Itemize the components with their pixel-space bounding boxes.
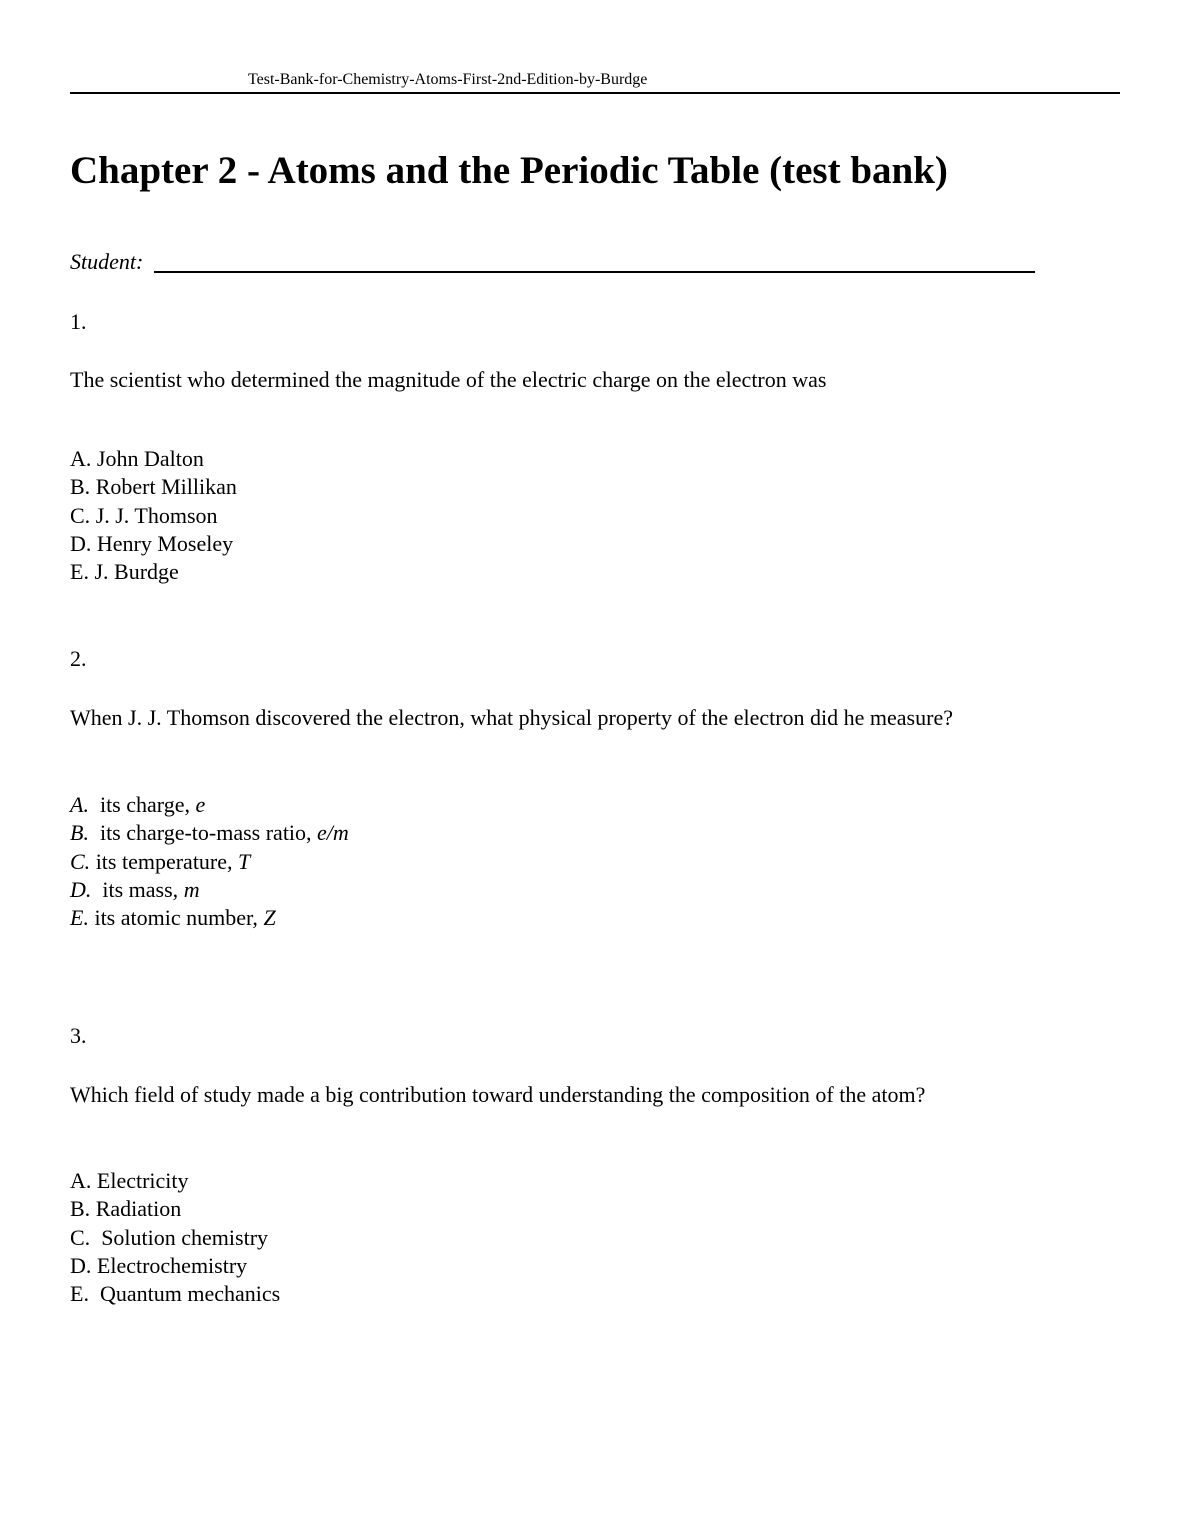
question-2-option-e[interactable]: [70, 904, 349, 932]
question-2-option-c[interactable]: [70, 848, 349, 876]
option-text: Henry Moseley: [91, 530, 234, 556]
option-text: Electrochemistry: [91, 1252, 248, 1278]
question-3-number: 3.: [70, 1023, 87, 1048]
question-1-option-a[interactable]: [70, 445, 237, 473]
question-2-option-b[interactable]: [70, 819, 349, 847]
student-label: Student:: [70, 249, 144, 274]
option-text: Electricity: [91, 1168, 189, 1193]
option-letter: B.: [70, 474, 91, 500]
question-3-option-e[interactable]: [70, 1280, 280, 1308]
option-text: its atomic number,: [88, 905, 264, 931]
option-variable: e: [195, 792, 206, 817]
option-text: its charge-to-mass ratio,: [88, 820, 318, 846]
option-text: Robert Millikan: [90, 474, 237, 500]
question-2-text: When J. J. Thomson discovered the electron, what physical property of the electron did he measure?: [70, 705, 953, 730]
question-2-options: [70, 791, 349, 932]
question-3-option-a[interactable]: [70, 1167, 280, 1195]
question-1-option-d[interactable]: [70, 530, 237, 558]
question-2-option-d[interactable]: [70, 876, 349, 904]
question-3-text: Which field of study made a big contribution toward understanding the composition of the atom?: [70, 1082, 926, 1107]
question-1-options: [70, 445, 237, 586]
question-1-number: 1.: [70, 309, 87, 334]
option-variable: e/m: [317, 820, 349, 846]
option-letter: C.: [70, 502, 91, 528]
question-2-number: 2.: [70, 646, 87, 671]
option-text: its temperature,: [90, 848, 239, 874]
option-text: J. Burdge: [88, 559, 179, 585]
option-letter: D.: [70, 876, 92, 902]
question-3-option-c[interactable]: [70, 1224, 280, 1252]
option-text: John Dalton: [91, 446, 204, 471]
option-letter: D.: [70, 1252, 92, 1278]
option-letter: A.: [70, 446, 92, 471]
option-letter: C.: [70, 848, 91, 874]
option-variable: m: [183, 876, 200, 902]
option-text: its mass,: [91, 876, 184, 902]
option-letter: D.: [70, 530, 92, 556]
page-title: Chapter 2 - Atoms and the Periodic Table (test bank): [70, 149, 948, 192]
running-header: Test-Bank-for-Chemistry-Atoms-First-2nd-Edition-by-Burdge: [248, 71, 648, 88]
option-text: its charge,: [88, 792, 196, 817]
question-1-text: The scientist who determined the magnitude of the electric charge on the electron was: [70, 367, 827, 392]
question-3-options: [70, 1167, 280, 1308]
option-letter: A.: [70, 792, 89, 817]
option-text: J. J. Thomson: [90, 502, 218, 528]
option-letter: E.: [70, 559, 89, 585]
question-3-option-d[interactable]: [70, 1252, 280, 1280]
option-letter: B.: [70, 820, 89, 846]
option-variable: Z: [263, 905, 276, 931]
option-text: Quantum mechanics: [88, 1281, 281, 1307]
option-letter: E.: [70, 905, 89, 931]
question-1-option-c[interactable]: [70, 502, 237, 530]
student-name-line[interactable]: [154, 271, 1035, 273]
question-1-option-b[interactable]: [70, 473, 237, 501]
option-letter: E.: [70, 1281, 89, 1307]
option-letter: A.: [70, 1168, 92, 1193]
option-letter: C.: [70, 1224, 91, 1250]
option-variable: T: [238, 848, 251, 874]
question-3-option-b[interactable]: [70, 1195, 280, 1223]
question-1-option-e[interactable]: [70, 558, 237, 586]
option-letter: B.: [70, 1196, 91, 1222]
header-rule: [70, 92, 1120, 94]
option-text: Solution chemistry: [90, 1224, 269, 1250]
option-text: Radiation: [90, 1196, 182, 1222]
question-2-option-a[interactable]: [70, 791, 349, 819]
